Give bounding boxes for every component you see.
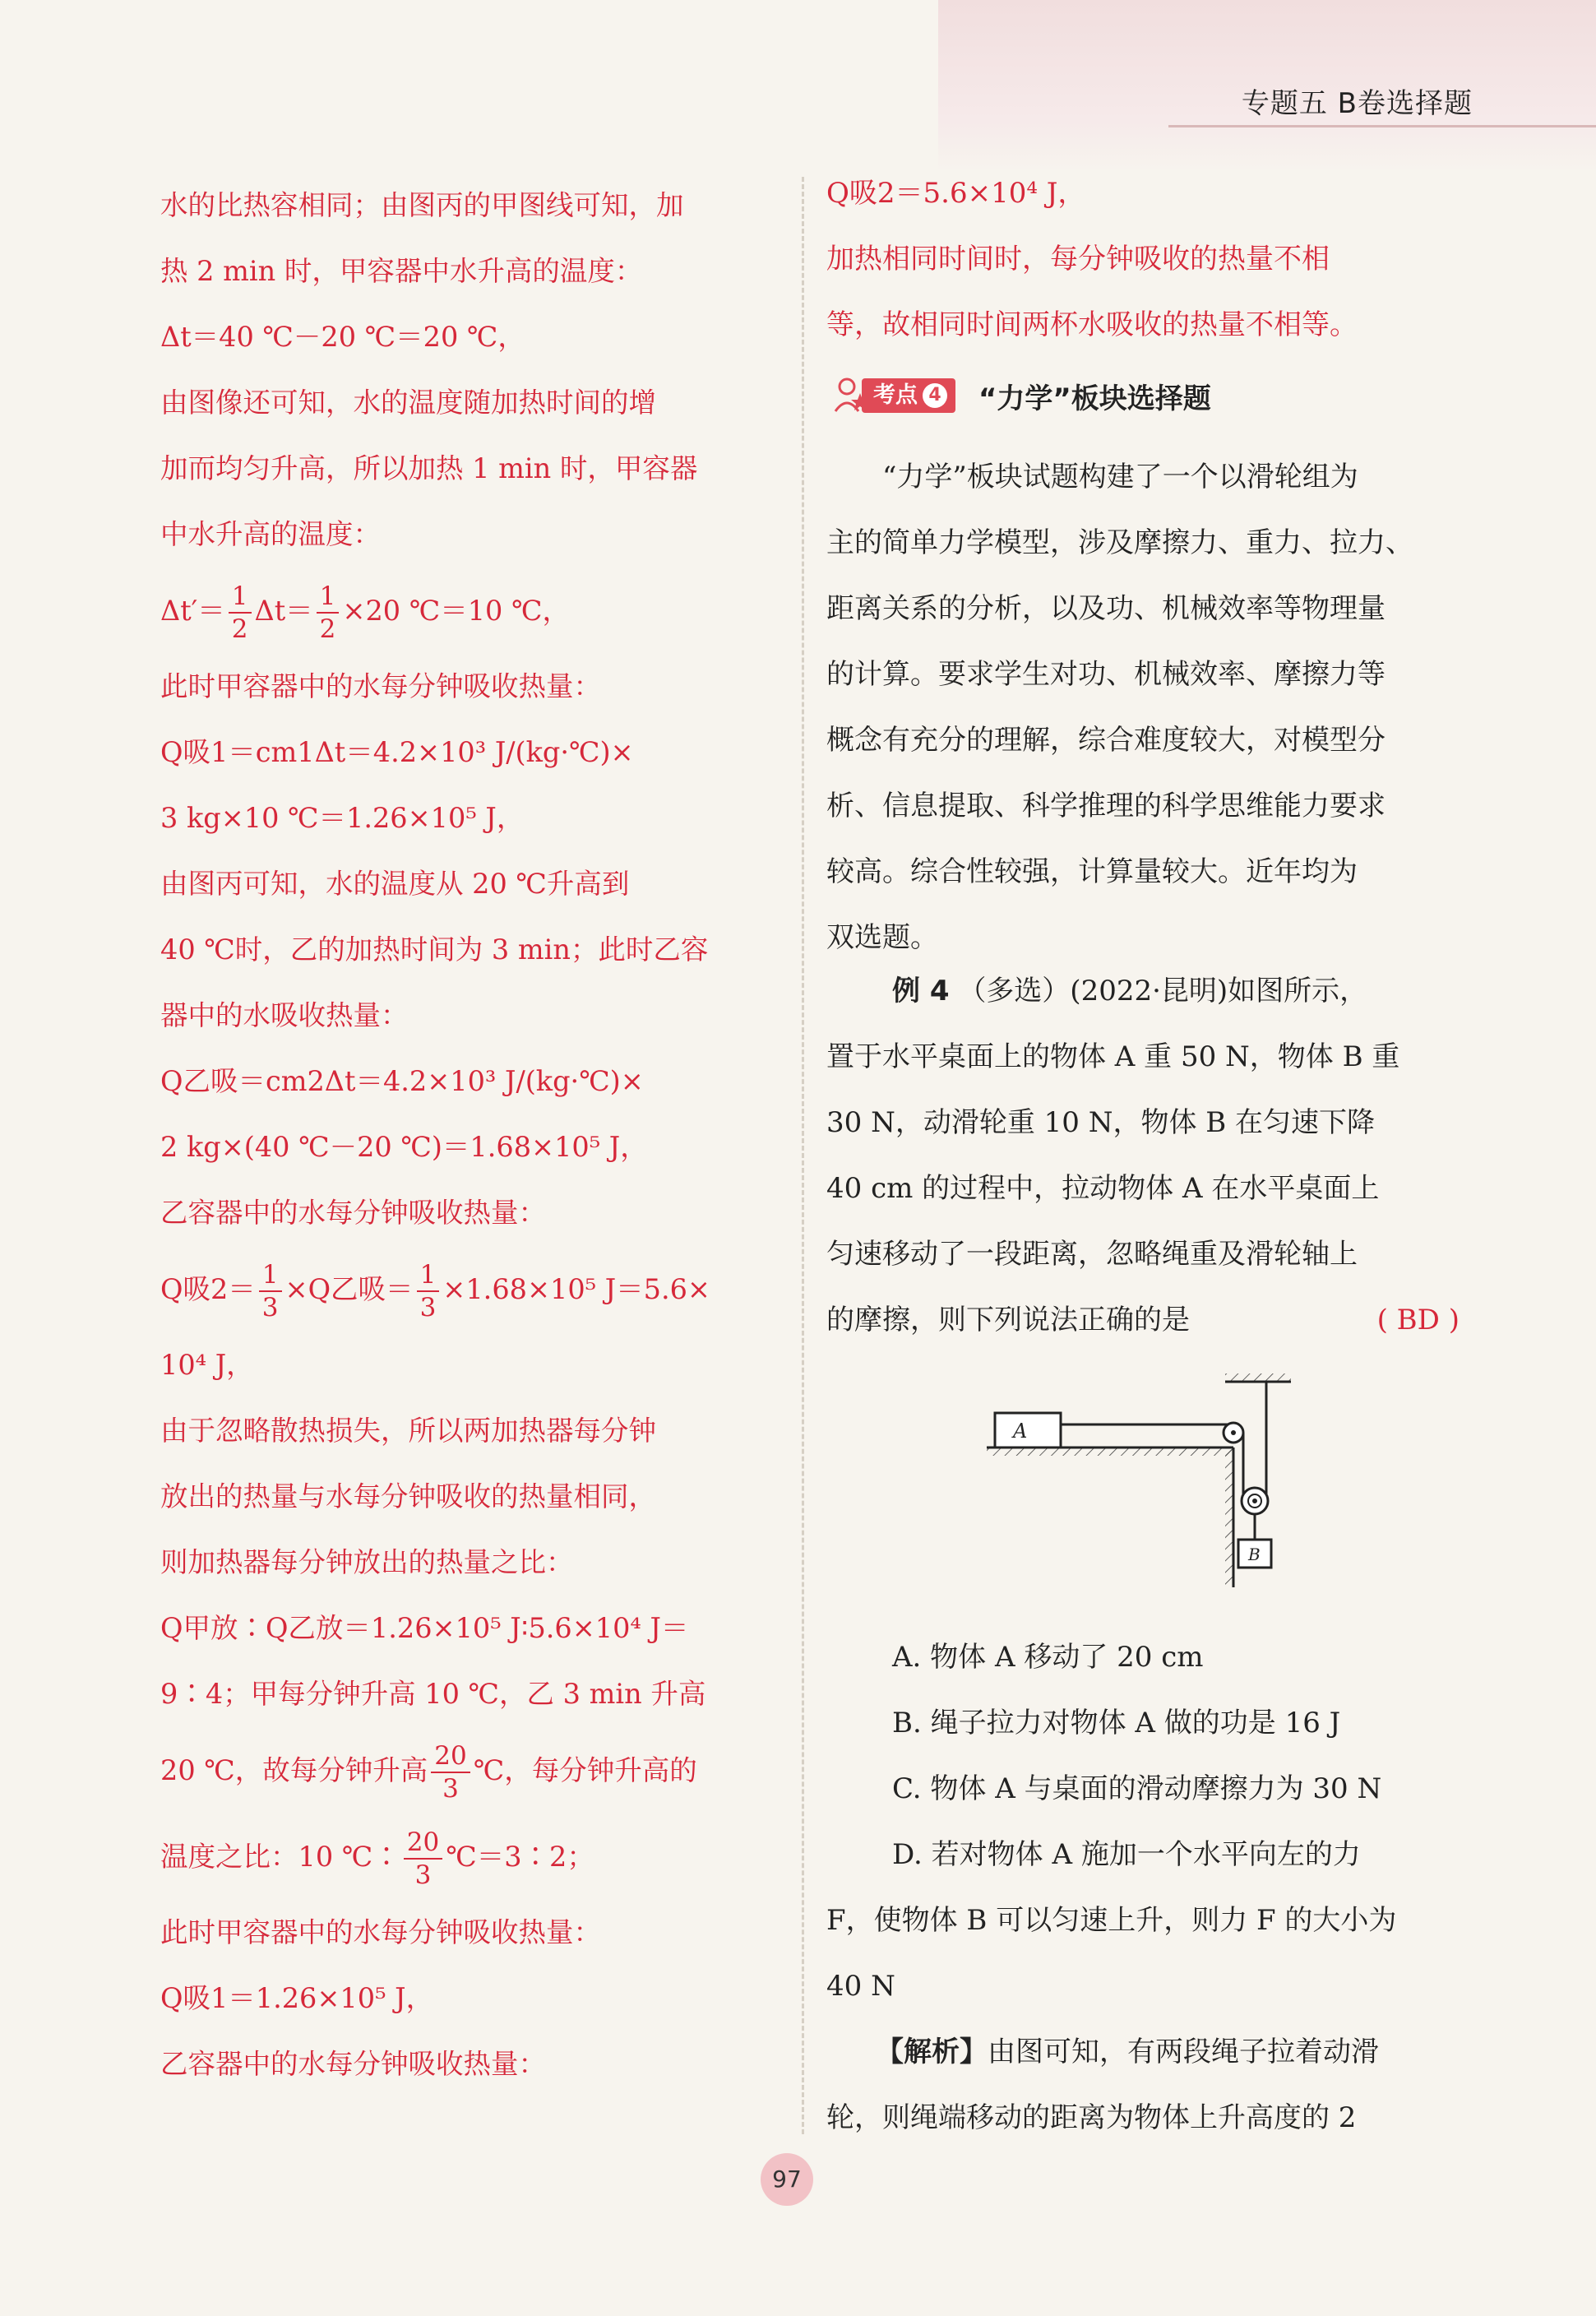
text-line: Q吸1＝cm1Δt＝4.2×10³ J/(kg·℃)× — [160, 736, 634, 768]
text-line: 40 cm 的过程中，拉动物体 A 在水平桌面上 — [826, 1172, 1380, 1205]
section-description — [826, 444, 1460, 970]
header-title: 专题五 B卷选择题 — [1241, 87, 1473, 120]
formula-part: Q吸2＝ — [160, 1273, 256, 1305]
text-span: （多选）(2022·昆明)如图所示， — [958, 975, 1368, 1007]
text-line: 2 kg×(40 ℃－20 ℃)＝1.68×10⁵ J， — [160, 1131, 648, 1163]
text-line — [826, 1287, 1460, 1353]
fraction-numerator: 1 — [417, 1259, 440, 1292]
fraction-numerator: 1 — [259, 1259, 282, 1292]
text-line: Q吸2＝5.6×10⁴ J， — [826, 177, 1086, 210]
text-line: 器中的水吸收热量： — [160, 999, 409, 1031]
text-line: 40 ℃时，乙的加热时间为 3 min；此时乙容 — [160, 933, 709, 966]
option-d: D. 若对物体 A 施加一个水平向左的力 — [892, 1838, 1361, 1871]
text-line: 乙容器中的水每分钟吸收热量： — [160, 2048, 546, 2080]
fraction — [431, 1740, 470, 1804]
text-line: 析、信息提取、科学推理的科学思维能力要求 — [826, 790, 1386, 822]
option-b: B. 绳子拉力对物体 A 做的功是 16 J — [892, 1707, 1341, 1739]
formula-part: Δt′＝ — [160, 595, 225, 627]
text-line: 的计算。要求学生对功、机械效率、摩擦力等 — [826, 658, 1386, 691]
option-a: A. 物体 A 移动了 20 cm — [892, 1641, 1204, 1674]
block-b-label: B — [1248, 1545, 1261, 1564]
text-line: 轮，则绳端移动的距离为物体上升高度的 2 — [826, 2101, 1357, 2134]
text-line: 较高。综合性较强，计算量较大。近年均为 — [826, 855, 1358, 888]
fraction-numerator: 20 — [404, 1827, 442, 1860]
text-line: “力学”板块试题构建了一个以滑轮组为 — [882, 461, 1358, 493]
text-line: 9∶4；甲每分钟升高 10 ℃，乙 3 min 升高 — [160, 1678, 706, 1710]
text-line: 水的比热容相同；由图丙的甲图线可知，加 — [160, 189, 684, 221]
text-line: Q吸1＝1.26×10⁵ J， — [160, 1982, 434, 2014]
left-column-solution — [160, 173, 765, 2097]
text-line: 30 N，动滑轮重 10 N，物体 B 在匀速下降 — [826, 1106, 1376, 1139]
text-line: 由图像还可知，水的温度随加热时间的增 — [160, 387, 656, 419]
fraction-denominator: 2 — [231, 614, 248, 644]
fraction-denominator: 3 — [414, 1860, 432, 1890]
fraction-denominator: 3 — [419, 1293, 437, 1322]
fraction-numerator: 20 — [431, 1740, 470, 1773]
fraction — [259, 1259, 282, 1323]
page-header — [938, 0, 1596, 173]
example-label: 例 4 — [892, 975, 950, 1007]
right-column-solution-end — [826, 160, 1460, 358]
formula-part: Δt＝ — [254, 595, 313, 627]
text-line: 双选题。 — [826, 921, 938, 954]
text-line: 距离关系的分析，以及功、机械效率等物理量 — [826, 592, 1386, 625]
text-line: 匀速移动了一段距离，忽略绳重及滑轮轴上 — [826, 1238, 1358, 1271]
text-line: 3 kg×10 ℃＝1.26×10⁵ J， — [160, 802, 525, 834]
kaodian-number: 4 — [923, 383, 947, 408]
text-line: 10⁴ J， — [160, 1349, 254, 1381]
text-line: 加而均匀升高，所以加热 1 min 时，甲容器 — [160, 452, 698, 484]
answer-text: ( BD ) — [1376, 1304, 1460, 1336]
option-c: C. 物体 A 与桌面的滑动摩擦力为 30 N — [892, 1772, 1382, 1805]
section-title: “力学”板块选择题 — [978, 382, 1211, 415]
text-line: Δt＝40 ℃－20 ℃＝20 ℃， — [160, 321, 525, 353]
formula-line — [160, 1727, 765, 1813]
formula-part: ×1.68×10⁵ J＝5.6× — [442, 1273, 711, 1305]
text-line: 则加热器每分钟放出的热量之比： — [160, 1546, 574, 1578]
fraction — [417, 1259, 440, 1323]
header-divider — [1168, 125, 1596, 127]
kaodian-label: 考点 — [873, 382, 918, 408]
fixed-pulley-axle — [1231, 1430, 1236, 1435]
column-divider — [802, 177, 804, 2134]
formula-part: ℃，每分钟升高的 — [473, 1754, 697, 1786]
fraction-numerator: 1 — [317, 581, 340, 614]
text-line: 等，故相同时间两杯水吸收的热量不相等。 — [826, 308, 1358, 341]
section-heading — [830, 375, 1211, 416]
page-number: 97 — [761, 2153, 813, 2206]
fraction — [317, 581, 340, 645]
fraction-denominator: 3 — [261, 1293, 279, 1322]
text-line: Q乙吸＝cm2Δt＝4.2×10³ J/(kg·℃)× — [160, 1065, 644, 1097]
block-a — [995, 1413, 1061, 1448]
text-line: 置于水平桌面上的物体 A 重 50 N，物体 B 重 — [826, 1040, 1400, 1073]
text-line: Q甲放∶Q乙放＝1.26×10⁵ J∶5.6×10⁴ J＝ — [160, 1612, 689, 1644]
analysis-label: 【解析】 — [876, 2036, 988, 2068]
text-line: 由图丙可知，水的温度从 20 ℃升高到 — [160, 868, 630, 900]
formula-part: ×20 ℃＝10 ℃， — [342, 595, 570, 627]
moving-pulley-axle — [1252, 1498, 1257, 1503]
answer-options — [826, 1624, 1460, 2151]
star-person-icon — [830, 375, 872, 416]
fraction-denominator: 3 — [442, 1774, 459, 1804]
formula-line — [160, 567, 765, 654]
fraction-denominator: 2 — [319, 614, 336, 644]
analysis-line — [826, 2019, 1460, 2085]
text-line: 此时甲容器中的水每分钟吸收热量： — [160, 670, 601, 702]
option-d-continued: F，使物体 B 可以匀速上升，则力 F 的大小为 — [826, 1904, 1397, 1937]
text-line: 概念有充分的理解，综合难度较大，对模型分 — [826, 724, 1386, 757]
formula-line — [160, 1246, 765, 1332]
block-a-label: A — [1013, 1420, 1028, 1443]
kaodian-badge — [862, 378, 955, 413]
fraction — [404, 1827, 442, 1891]
option-d-continued: 40 N — [826, 1970, 895, 2003]
formula-part: 温度之比：10 ℃∶ — [160, 1841, 400, 1873]
formula-part: 20 ℃，故每分钟升高 — [160, 1754, 428, 1786]
example-question — [826, 958, 1460, 1353]
formula-part: ×Q乙吸＝ — [285, 1273, 414, 1305]
text-line — [826, 958, 1460, 1024]
text-line: 加热相同时间时，每分钟吸收的热量不相 — [826, 243, 1330, 276]
text-line: 乙容器中的水每分钟吸收热量： — [160, 1197, 546, 1229]
text-span: 的摩擦，则下列说法正确的是 — [826, 1304, 1190, 1336]
text-line: 中水升高的温度： — [160, 518, 381, 550]
formula-part: ℃＝3∶2； — [446, 1841, 594, 1873]
formula-line — [160, 1813, 765, 1900]
text-line: 由于忽略散热损失，所以两加热器每分钟 — [160, 1415, 656, 1447]
text-line: 放出的热量与水每分钟吸收的热量相同， — [160, 1480, 656, 1512]
text-line: 热 2 min 时，甲容器中水升高的温度： — [160, 255, 643, 287]
pulley-diagram — [978, 1365, 1307, 1596]
fraction-numerator: 1 — [229, 581, 252, 614]
text-line: 主的简单力学模型，涉及摩擦力、重力、拉力、 — [826, 526, 1413, 559]
fraction — [229, 581, 252, 645]
text-span: 由图可知，有两段绳子拉着动滑 — [988, 2036, 1379, 2068]
text-line: 此时甲容器中的水每分钟吸收热量： — [160, 1916, 601, 1948]
